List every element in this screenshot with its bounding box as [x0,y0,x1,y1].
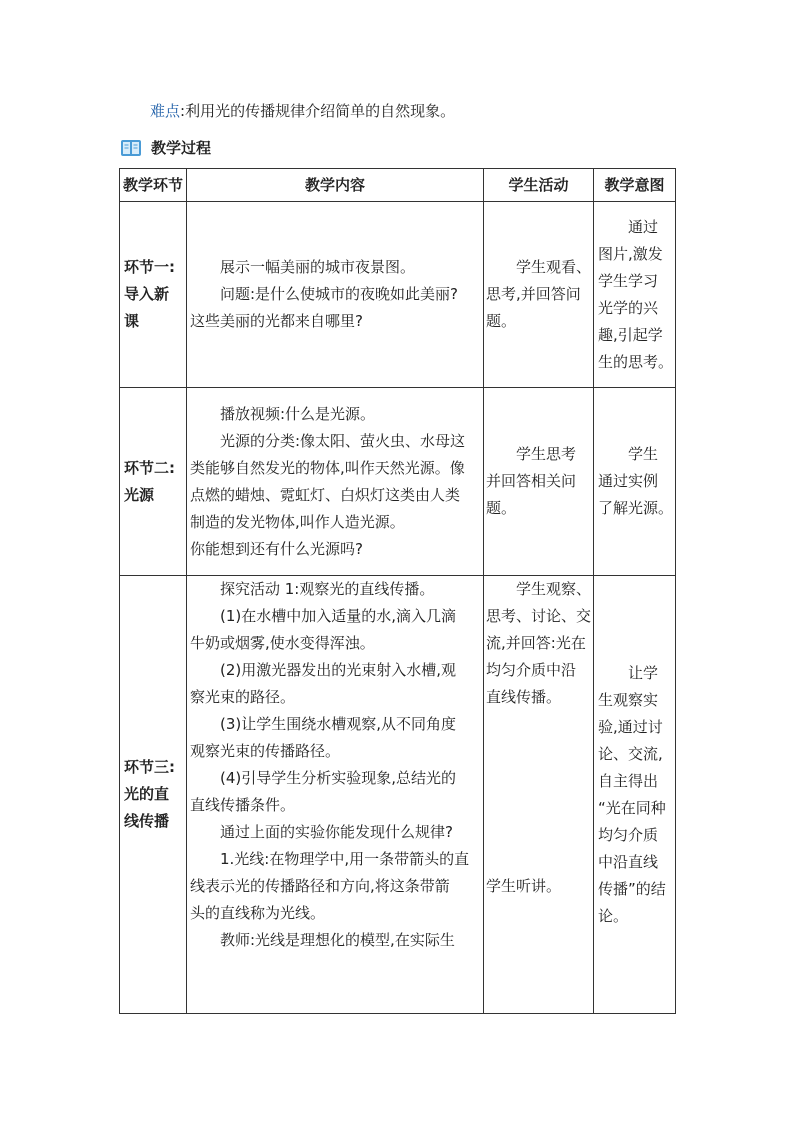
header-stage: 教学环节 [120,169,187,202]
content-line: 牛奶或烟雾,使水变得浑浊。 [190,634,375,652]
stage-text: 环节二: [124,458,175,477]
activity-line: 题。 [486,499,517,517]
activity-line: 学生观察、 [516,580,592,598]
content-line: 1.光线:在物理学中,用一条带箭头的直 [220,850,470,868]
intent-line: 学生 [628,445,659,463]
table-row [120,202,676,388]
section-title: 教学过程 [151,139,212,157]
content-line: 展示一幅美丽的城市夜景图。 [220,258,416,276]
stage-cell [120,202,187,388]
content-line: (4)引导学生分析实验现象,总结光的 [220,769,457,787]
stage-text: 线传播 [124,812,170,830]
activity-line: 思考、讨论、交 [486,607,592,625]
stage-text: 光源 [124,485,155,504]
intent-line: 通过 [628,217,659,236]
intent-cell [594,388,676,576]
stage-text: 光的直 [124,785,170,803]
intent-line: 中沿直线 [598,852,659,871]
content-line: 头的直线称为光线。 [190,904,326,922]
difficulty-text: :利用光的传播规律介绍简单的自然现象。 [180,102,456,120]
content-line: (1)在水槽中加入适量的水,滴入几滴 [220,607,457,625]
content-line: 教师:光线是理想化的模型,在实际生 [220,931,455,949]
content-line: 直线传播条件。 [190,796,296,814]
activity-cell [484,388,594,576]
activity-cell [484,576,594,1014]
content-line: 探究活动 1:观察光的直线传播。 [220,580,435,598]
stage-text: 课 [124,312,140,330]
content-line: 类能够自然发光的物体,叫作天然光源。像 [190,458,465,477]
intent-line: 自主得出 [598,771,659,790]
teaching-process-table [119,168,676,1014]
table-header-row [120,169,676,202]
stage-cell [120,576,187,1014]
difficulty-label: 难点 [150,102,181,120]
intent-cell [594,576,676,1014]
section-heading [120,136,211,160]
activity-cell [484,202,594,388]
intent-line: 图片,激发 [598,244,663,263]
header-activity: 学生活动 [484,169,594,202]
intent-line: 均匀介质 [598,825,659,844]
stage-cell [120,388,187,576]
content-line: 这些美丽的光都来自哪里? [190,312,363,330]
stage-text: 环节三: [124,758,175,776]
content-line: 播放视频:什么是光源。 [220,404,376,423]
activity-line: 均匀介质中沿 [486,661,577,679]
intent-cell [594,202,676,388]
activity-line: 题。 [486,312,517,330]
activity-line: 并回答相关问 [486,472,577,490]
content-cell [187,576,484,1014]
content-line: (3)让学生围绕水槽观察,从不同角度 [220,715,457,733]
content-line: 察光束的路径。 [190,688,296,706]
intent-line: 趣,引起学 [598,325,663,344]
activity-line: 学生听讲。 [486,877,562,895]
intent-line: 生观察实 [598,690,659,709]
intent-line: 通过实例 [598,472,659,490]
content-line: 观察光束的传播路径。 [190,742,341,760]
intent-line: 学生学习 [598,271,659,290]
stage-text: 环节一: [124,258,175,276]
intent-line: 了解光源。 [598,499,674,517]
book-icon [120,138,142,158]
content-line: 制造的发光物体,叫作人造光源。 [190,512,405,531]
activity-line: 流,并回答:光在 [486,634,586,652]
header-content: 教学内容 [187,169,484,202]
content-line: 问题:是什么使城市的夜晚如此美丽? [220,285,459,303]
content-cell [187,202,484,388]
table-row [120,576,676,1014]
content-line: 光源的分类:像太阳、萤火虫、水母这 [220,431,466,450]
header-intent: 教学意图 [594,169,676,202]
intent-line: 验,通过讨 [598,717,663,736]
content-line: 你能想到还有什么光源吗? [190,539,363,558]
content-line: (2)用激光器发出的光束射入水槽,观 [220,661,457,679]
difficulty-point [150,101,455,121]
intent-line: 论、交流, [598,744,663,763]
activity-line: 直线传播。 [486,688,562,706]
intent-line: 让学 [628,663,659,682]
table-row [120,388,676,576]
intent-line: 传播”的结 [598,879,666,898]
content-line: 点燃的蜡烛、霓虹灯、白炽灯这类由人类 [190,485,461,504]
content-line: 线表示光的传播路径和方向,将这条带箭 [190,877,450,895]
content-line: 通过上面的实验你能发现什么规律? [220,823,453,841]
activity-line: 学生思考 [516,445,577,463]
intent-line: 光学的兴 [598,298,659,317]
intent-line: 生的思考。 [598,352,674,371]
intent-line: “光在同种 [598,798,666,817]
stage-text: 导入新 [124,285,170,303]
content-cell [187,388,484,576]
activity-line: 学生观看、 [516,258,592,276]
intent-line: 论。 [598,906,629,925]
activity-line: 思考,并回答问 [486,285,581,303]
